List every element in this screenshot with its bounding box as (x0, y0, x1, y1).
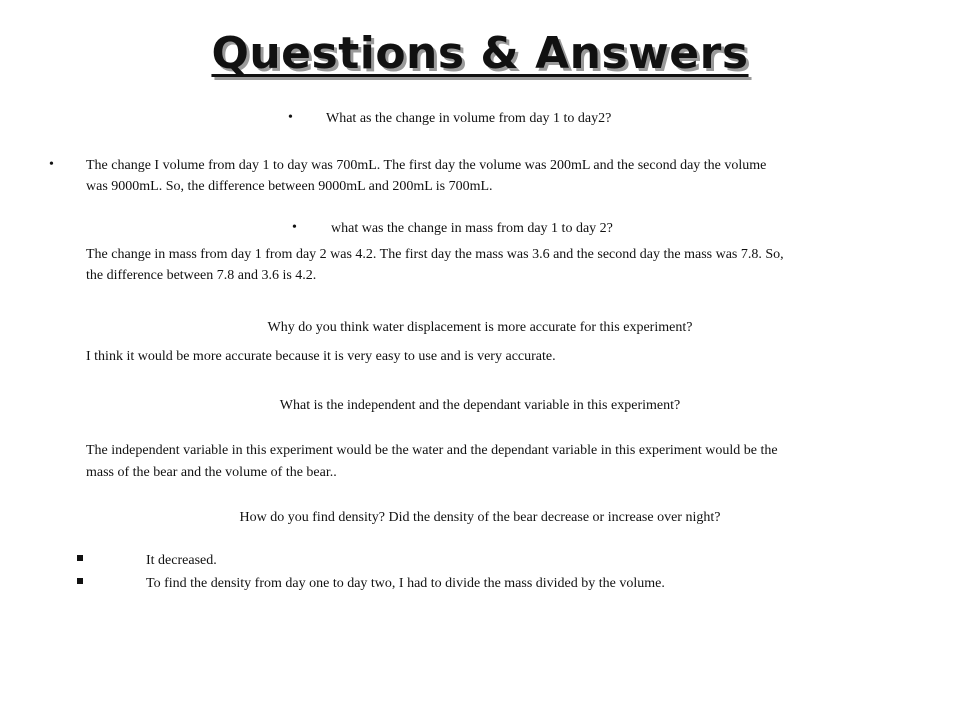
answer-1-line-2: was 9000mL. So, the difference between 9000mL and 200mL is 700mL. (86, 179, 493, 194)
answer-2-line-2: the difference between 7.8 and 3.6 is 4.2. (86, 268, 317, 283)
answer-4-line-1: The independent variable in this experiment would be the water and the dependant variable in this experiment would be the (86, 443, 778, 458)
question-3: Why do you think water displacement is more accurate for this experiment? (267, 320, 693, 335)
bullet-icon: • (288, 110, 293, 125)
answer-5-item-1: It decreased. (146, 553, 217, 568)
answer-5-item-2: To find the density from day one to day two, I had to divide the mass divided by the volume. (146, 576, 665, 591)
slide-title: Questions & Answers (211, 28, 749, 79)
bullet-icon: • (292, 220, 297, 235)
answer-1-line-1: The change I volume from day 1 to day was 700mL. The first day the volume was 200mL and the second day the volume (86, 158, 767, 173)
answer-2-line-1: The change in mass from day 1 from day 2 was 4.2. The first day the mass was 3.6 and the second day the mass was 7.8. So, (86, 247, 784, 262)
question-5: How do you find density? Did the density of the bear decrease or increase over night? (239, 510, 721, 525)
square-bullet-icon (77, 578, 83, 584)
question-1: What as the change in volume from day 1 to day2? (326, 111, 612, 126)
question-2: what was the change in mass from day 1 to day 2? (331, 221, 613, 236)
question-4: What is the independent and the dependant variable in this experiment? (279, 398, 681, 413)
bullet-icon: • (49, 157, 54, 172)
answer-4-line-2: mass of the bear and the volume of the bear.. (86, 465, 337, 480)
square-bullet-icon (77, 555, 83, 561)
answer-3: I think it would be more accurate because it is very easy to use and is very accurate. (86, 349, 556, 364)
